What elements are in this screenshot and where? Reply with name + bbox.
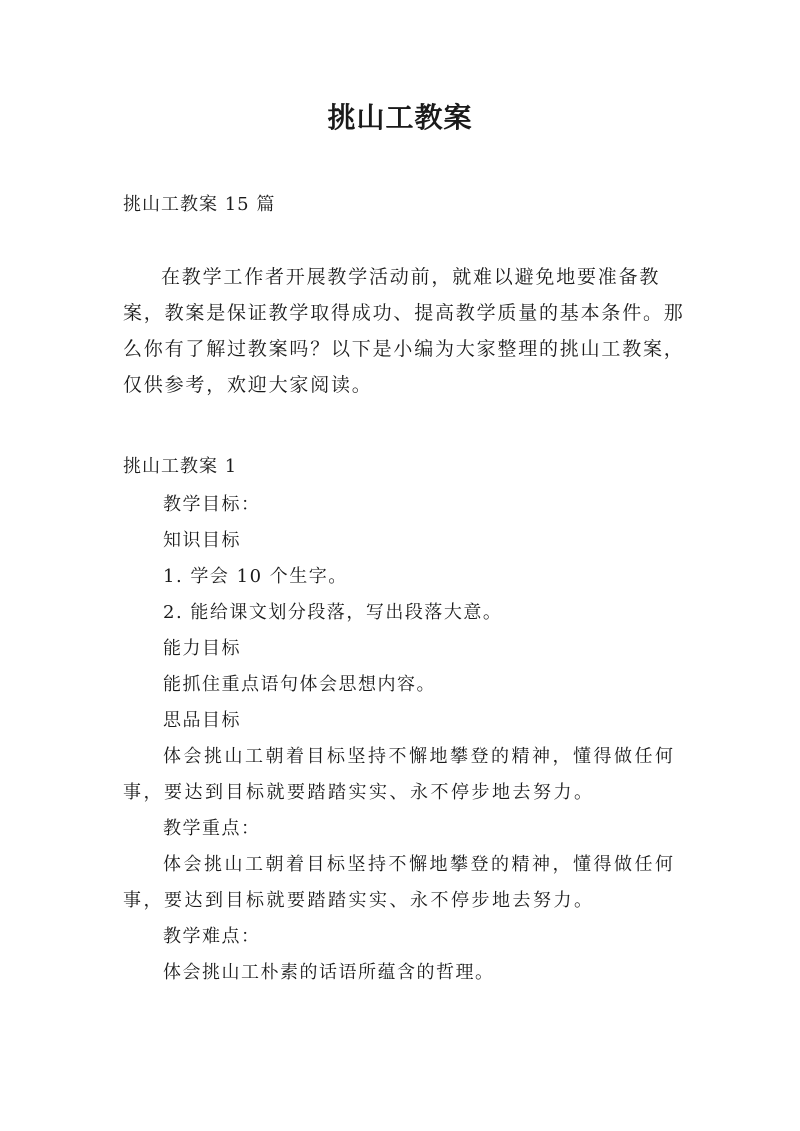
section-heading: 挑山工教案 1 xyxy=(123,456,238,477)
teaching-goals-label: 教学目标： xyxy=(163,494,261,515)
moral-goals-text: 体会挑山工朝着目标坚持不懈地攀登的精神，懂得做任何事，要达到目标就要踏踏实实、永不停步地去努力。 xyxy=(123,746,676,803)
knowledge-item-2: 2. 能给课文划分段落，写出段落大意。 xyxy=(163,602,503,623)
ability-goals-text: 能抓住重点语句体会思想内容。 xyxy=(163,674,436,695)
moral-goals-label: 思品目标 xyxy=(163,710,241,731)
document-title: 挑山工教案 xyxy=(327,101,473,134)
knowledge-goals-label: 知识目标 xyxy=(163,530,241,551)
difficulty-label: 教学难点： xyxy=(163,926,261,947)
knowledge-item-1: 1. 学会 10 个生字。 xyxy=(163,566,348,587)
intro-paragraph: 在教学工作者开展教学活动前，就难以避免地要准备教案，教案是保证教学取得成功、提高教学质量的基本条件。那么你有了解过教案吗？以下是小编为大家整理的挑山工教案，仅供参考，欢迎大家阅读。 xyxy=(123,266,685,396)
ability-goals-label: 能力目标 xyxy=(163,638,241,659)
key-points-text: 体会挑山工朝着目标坚持不懈地攀登的精神，懂得做任何事，要达到目标就要踏踏实实、永不停步地去努力。 xyxy=(123,854,676,911)
key-points-label: 教学重点： xyxy=(163,818,261,839)
lesson-plan-body xyxy=(123,487,695,991)
document-subtitle: 挑山工教案 15 篇 xyxy=(123,194,276,215)
difficulty-text: 体会挑山工朴素的话语所蕴含的哲理。 xyxy=(163,962,495,983)
